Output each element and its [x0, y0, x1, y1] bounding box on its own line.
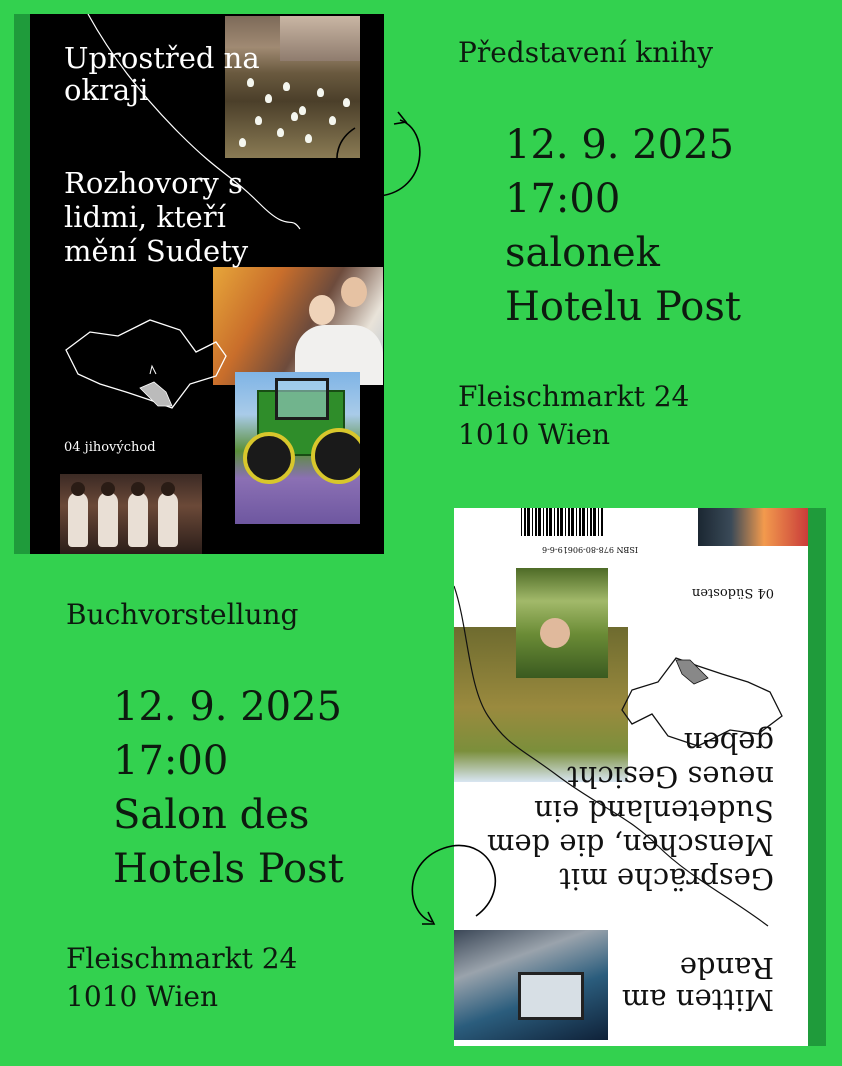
czech-address-line2: 1010 Wien: [458, 418, 611, 451]
german-book-cover: [454, 508, 808, 1046]
czech-event-address: [458, 378, 689, 454]
german-event-address: [66, 940, 297, 1016]
german-address-line1: Fleischmarkt 24: [66, 942, 298, 975]
czech-book-cover: [30, 14, 384, 554]
german-book-region: 04 Südosten: [691, 585, 774, 600]
german-event-date: 12. 9. 2025: [113, 684, 343, 730]
czech-event-date: 12. 9. 2025: [505, 122, 735, 168]
czech-book-region: 04 jihovýchod: [64, 440, 156, 455]
isbn-text: ISBN 978-80-90619-6-6: [542, 545, 638, 554]
german-event-venue-line2: Hotels Post: [113, 846, 344, 892]
czech-event-details: [505, 118, 741, 334]
czech-event-venue-line2: Hotelu Post: [505, 284, 741, 330]
czech-event-time: 17:00: [505, 176, 621, 222]
german-book-title: Mitten am Rande: [621, 951, 774, 1017]
german-event-label: Buchvorstellung: [66, 598, 299, 631]
german-address-line2: 1010 Wien: [66, 980, 219, 1013]
german-book-subtitle: Gespräche mit Menschen, die dem Sudetenland ein neues Gesicht geben: [486, 726, 774, 896]
german-event-details: [113, 680, 344, 896]
czech-event-label: Představení knihy: [458, 36, 714, 69]
czech-book-title: Uprostřed na okraji: [64, 41, 260, 107]
czech-book-subtitle: Rozhovory s lidmi, kteří mění Sudety: [64, 166, 249, 268]
czech-event-venue-line1: salonek: [505, 230, 660, 276]
german-event-time: 17:00: [113, 738, 229, 784]
german-event-venue-line1: Salon des: [113, 792, 310, 838]
czech-address-line1: Fleischmarkt 24: [458, 380, 690, 413]
